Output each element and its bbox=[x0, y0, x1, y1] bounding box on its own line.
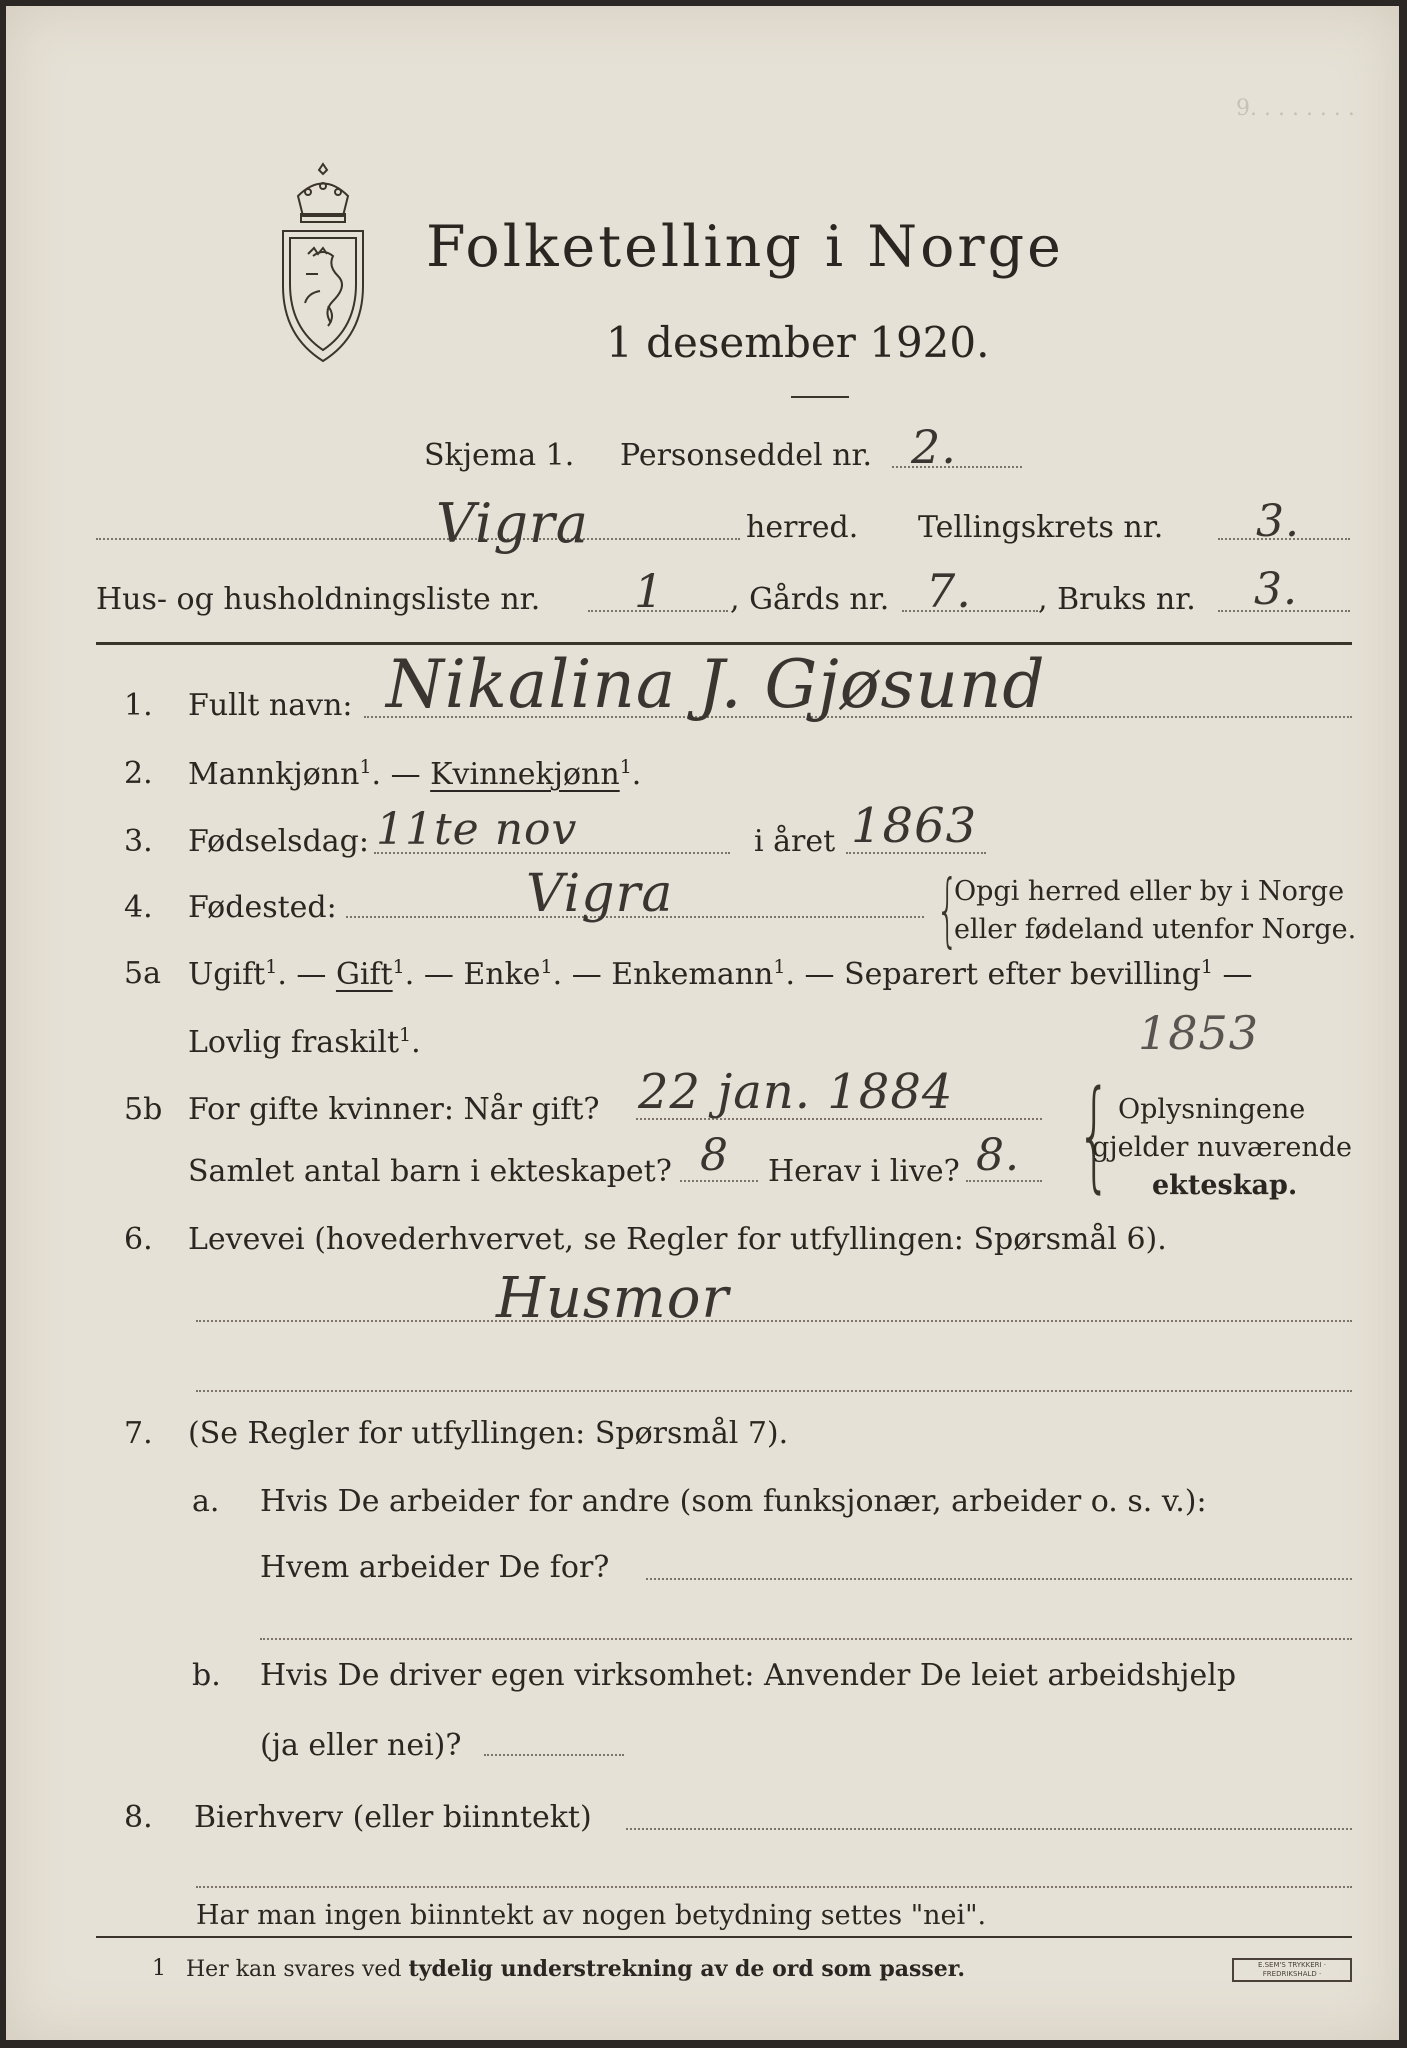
q5b-note-2: gjelder nuværende bbox=[1092, 1132, 1352, 1163]
q5a-option-lovlig: Lovlig fraskilt bbox=[188, 1025, 400, 1060]
bleed-through-text: 9. . . . . . . . bbox=[1236, 96, 1355, 121]
q5b-live-value: 8. bbox=[976, 1130, 1020, 1181]
q8-label: Bierhverv (eller biinntekt) bbox=[194, 1800, 592, 1835]
census-date: 1 desember 1920. bbox=[606, 318, 990, 367]
q5b-live-label: Herav i live? bbox=[768, 1154, 960, 1189]
q5a-option-enkemann: Enkemann bbox=[611, 957, 774, 992]
q5a-option-enke: Enke bbox=[463, 957, 541, 992]
footer-rule bbox=[96, 1936, 1352, 1938]
husliste-value: 1 bbox=[634, 564, 665, 618]
census-form-sheet bbox=[6, 6, 1399, 2040]
q2-option-male: Mannkjønn bbox=[188, 757, 360, 792]
q1-label: Fullt navn: bbox=[188, 688, 353, 723]
personseddel-label: Personseddel nr. bbox=[620, 438, 873, 473]
q6-line-2 bbox=[196, 1390, 1352, 1392]
q6-number: 6. bbox=[124, 1222, 153, 1257]
q5a-option-gift: Gift bbox=[335, 957, 393, 992]
q5b-label: For gifte kvinner: Når gift? bbox=[188, 1092, 600, 1127]
q4-value: Vigra bbox=[526, 864, 674, 924]
q3-value: 11te nov bbox=[376, 804, 578, 855]
herred-value: Vigra bbox=[436, 492, 589, 555]
q7b-number: b. bbox=[192, 1658, 221, 1693]
page-title: Folketelling i Norge bbox=[426, 214, 1064, 280]
q3-year-label: i året bbox=[754, 824, 836, 859]
q5b-value: 22 jan. 1884 bbox=[638, 1064, 954, 1120]
q5b-note-1: Oplysningene bbox=[1118, 1094, 1306, 1125]
q6-label: Levevei (hovederhvervet, se Regler for utfyllingen: Spørsmål 6). bbox=[188, 1222, 1167, 1257]
q1-number: 1. bbox=[124, 688, 153, 723]
biinntekt-note: Har man ingen biinntekt av nogen betydning settes "nei". bbox=[196, 1900, 987, 1931]
q7a-line-2 bbox=[260, 1638, 1352, 1640]
herred-line bbox=[96, 538, 740, 540]
printer-stamp: E.SEM'S TRYKKERI · FREDRIKSHALD · bbox=[1232, 1958, 1352, 1982]
q4-note-1: Opgi herred eller by i Norge bbox=[954, 876, 1345, 907]
q5b-note-3: ekteskap. bbox=[1152, 1170, 1298, 1201]
q7b-label-2: (ja eller nei)? bbox=[260, 1728, 462, 1763]
q1-value: Nikalina J. Gjøsund bbox=[386, 646, 1046, 723]
q4-note-2: eller fødeland utenfor Norge. bbox=[954, 914, 1357, 945]
q5b-barn-label: Samlet antal barn i ekteskapet? bbox=[188, 1154, 672, 1189]
q7a-number: a. bbox=[192, 1484, 220, 1519]
q5b-number: 5b bbox=[124, 1092, 163, 1127]
tellingskrets-value: 3. bbox=[1256, 496, 1300, 547]
q4-brace: { bbox=[935, 863, 959, 956]
q6-line-1 bbox=[196, 1320, 1352, 1322]
q6-value: Husmor bbox=[496, 1266, 730, 1331]
title-divider bbox=[791, 396, 849, 398]
q5a-number: 5a bbox=[124, 956, 161, 991]
q7b-label: Hvis De driver egen virksomhet: Anvender De leiet arbeidshjelp bbox=[260, 1658, 1237, 1693]
q7b-line bbox=[484, 1754, 624, 1756]
q5a-option-separert: Separert efter bevilling bbox=[844, 957, 1201, 992]
footnote: Her kan svares ved tydelig understrekning av de ord som passer. bbox=[186, 1956, 966, 1982]
herred-label: herred. bbox=[746, 510, 859, 545]
header-rule bbox=[96, 642, 1352, 645]
q3-year-value: 1863 bbox=[851, 798, 978, 854]
q5a-option-ugift: Ugift bbox=[188, 957, 266, 992]
q7-number: 7. bbox=[124, 1416, 153, 1451]
q7a-label-2: Hvem arbeider De for? bbox=[260, 1550, 610, 1585]
q4-number: 4. bbox=[124, 890, 153, 925]
q7-label: (Se Regler for utfyllingen: Spørsmål 7). bbox=[188, 1416, 789, 1451]
tellingskrets-label: Tellingskrets nr. bbox=[918, 510, 1164, 545]
gards-value: 7. bbox=[926, 564, 972, 618]
q3-label: Fødselsdag: bbox=[188, 824, 369, 859]
bruks-value: 3. bbox=[1254, 564, 1298, 615]
q8-number: 8. bbox=[124, 1800, 153, 1835]
q2-options: Mannkjønn$^1$. — Kvinnekjønn$^1$. bbox=[188, 756, 642, 792]
q7a-label: Hvis De arbeider for andre (som funksjonær, arbeider o. s. v.): bbox=[260, 1484, 1207, 1519]
norway-coat-of-arms-icon bbox=[268, 156, 378, 366]
q8-line-1 bbox=[626, 1828, 1352, 1830]
personseddel-value: 2. bbox=[911, 420, 957, 474]
q2-number: 2. bbox=[124, 756, 153, 791]
q5a-annotation: 1853 bbox=[1138, 1006, 1260, 1060]
schema-label: Skjema 1. bbox=[424, 438, 575, 473]
q5a-options: Ugift$^1$. — Gift$^1$. — Enke$^1$. — Enkemann$^1$. — Separert efter bevilling$^1$ — bbox=[188, 956, 1253, 992]
q5b-barn-value: 8 bbox=[700, 1130, 729, 1181]
bruks-label: , Bruks nr. bbox=[1038, 582, 1196, 617]
q7a-line-1 bbox=[646, 1578, 1352, 1580]
gards-label: , Gårds nr. bbox=[730, 582, 890, 617]
q8-line-2 bbox=[196, 1886, 1352, 1888]
q2-option-female: Kvinnekjønn bbox=[430, 757, 620, 792]
footnote-number: 1 bbox=[152, 1956, 166, 1981]
q4-label: Fødested: bbox=[188, 890, 337, 925]
q5a-option-lovlig-row: Lovlig fraskilt$^1$. bbox=[188, 1024, 421, 1060]
husliste-label: Hus- og husholdningsliste nr. bbox=[96, 582, 541, 617]
q3-number: 3. bbox=[124, 824, 153, 859]
q5b-brace: { bbox=[1076, 1066, 1112, 1205]
